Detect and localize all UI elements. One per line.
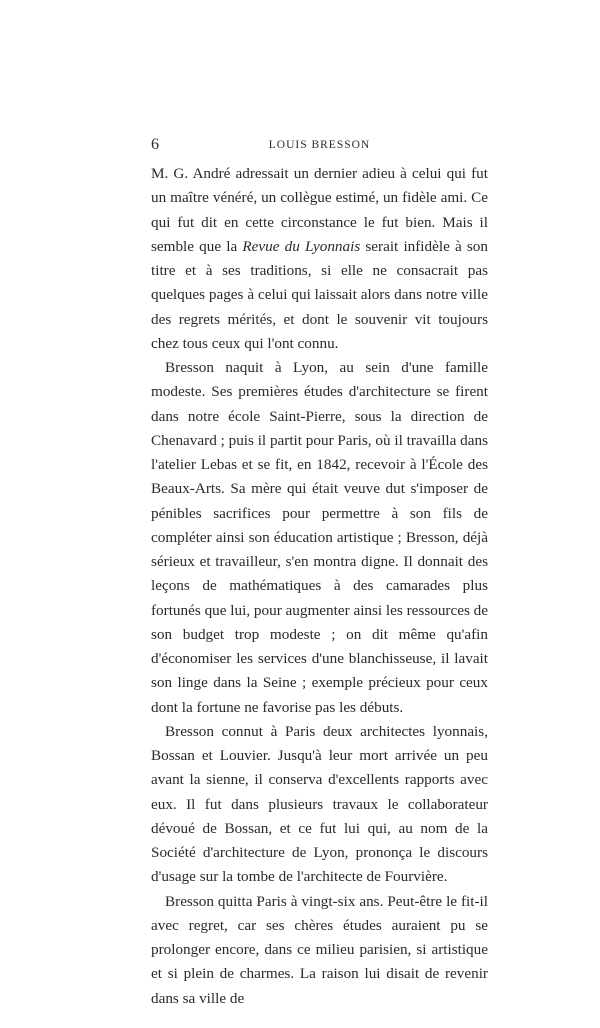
body-text <box>151 162 488 1011</box>
paragraph-1-text-end: serait infidèle à son titre et à ses traditions, si elle ne consacrait pas quelques pages à celui qui laissait alors dans notre ville des regrets mérités, et dont le souvenir vit toujours chez tous ceux qui l'ont connu. <box>151 237 488 352</box>
paragraph-1 <box>151 162 488 356</box>
running-head <box>151 135 488 155</box>
paragraph-3: Bresson connut à Paris deux architectes lyonnais, Bossan et Louvier. Jusqu'à leur mort arrivée un peu avant la sienne, il conserva d'excellents rapports avec eux. Il fut dans plusieurs travaux le collaborateur dévoué de Bossan, et ce fut lui qui, au nom de la Société d'architecture de Lyon, prononça le discours d'usage sur la tombe de l'architecte de Fourvière. <box>151 722 488 886</box>
page-number: 6 <box>151 136 159 153</box>
running-title: LOUIS BRESSON <box>268 139 371 151</box>
paragraph-1-text-start: M. G. André adressait un dernier adieu à celui qui fut un maître vénéré, un collègue estimé, un fidèle ami. Ce qui fut dit en cette circonstance le fut bien. Mais il semble que la <box>151 165 488 255</box>
paragraph-4: Bresson quitta Paris à vingt-six ans. Peut-être le fit-il avec regret, car ses chères études auraient pu se prolonger encore, dans ce milieu parisien, si artistique et si plein de charmes. La raison lui disait de revenir dans sa ville de <box>151 892 488 1007</box>
journal-title: Revue du Lyonnais <box>242 237 361 255</box>
paragraph-2: Bresson naquit à Lyon, au sein d'une famille modeste. Ses premières études d'architecture se firent dans notre école Saint-Pierre, sous la direction de Chenavard ; puis il partit pour Paris, où il travailla dans l'atelier Lebas et se fit, en 1842, recevoir à l'École des Beaux-Arts. Sa mère qui était veuve dut s'imposer de pénibles sacrifices pour permettre à son fils de compléter ainsi son éducation artistique ; Bresson, déjà sérieux et travailleur, s'en montra digne. Il donnait des leçons de mathématiques à des camarades plus fortunés que lui, pour augmenter ainsi les ressources de son budget trop modeste ; on dit même qu'afin d'économiser les services d'une blanchisseuse, il lavait son linge dans la Seine ; exemple précieux pour ceux dont la fortune ne favorise pas les débuts. <box>151 359 489 716</box>
